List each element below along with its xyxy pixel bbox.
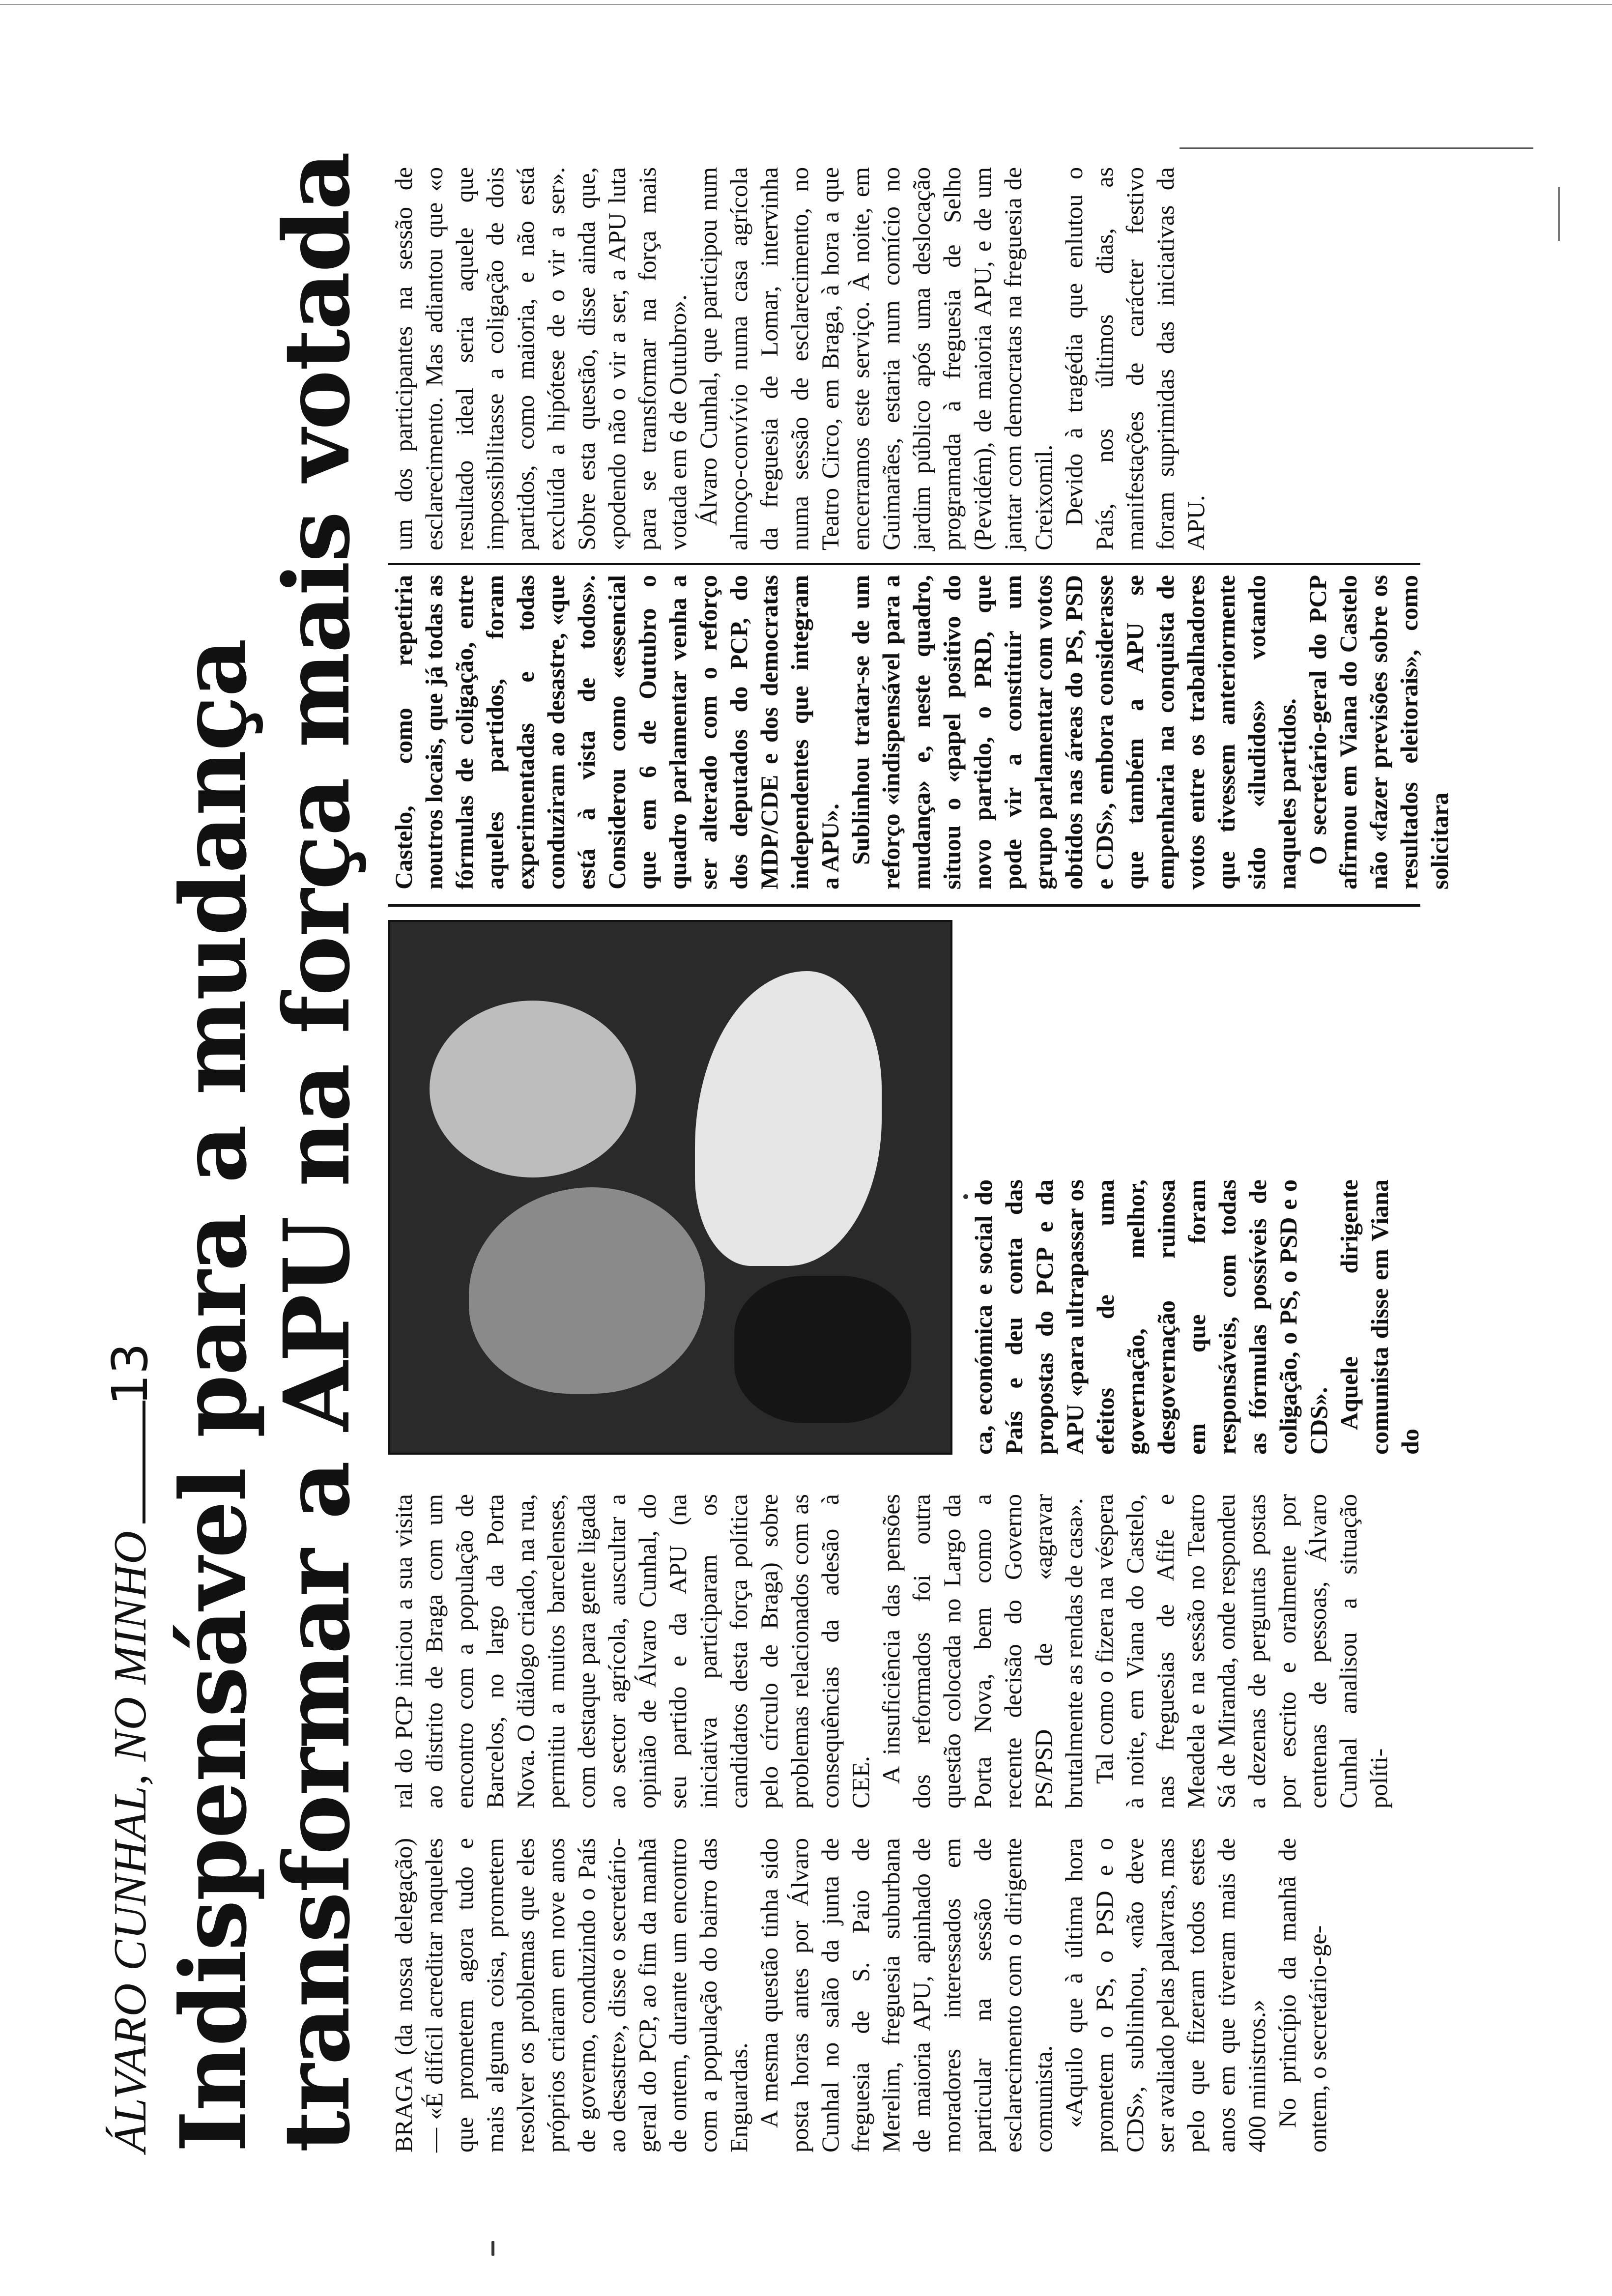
paragraph: Devido à tragédia que enlutou o País, nos últimos dias, as manifestações de carácter festivo foram suprimidas das iniciativas da APU. <box>1060 167 1209 550</box>
paragraph: No princípio da manhã de ontem, o secretário-ge- <box>1273 1838 1331 2152</box>
article-column-1 <box>388 1838 1420 2152</box>
column-rule <box>388 904 1420 907</box>
paragraph: Álvaro Cunhal, que participou num almoço-convívio numa casa agrícola da freguesia de Lomar, intervinha numa sessão de esclarecimento, no Teatro Circo, em Braga, à hora a que encerramos este serviço. À noite, em Guimarães, estaria num comício no jardim público após uma deslocação programada à freguesia de Selho (Pevidém), de maioria APU, e de um jantar com democratas na freguesia de Creixomil. <box>694 167 1057 550</box>
paragraph: um dos participantes na sessão de esclarecimento. Mas adiantou que «o resultado ideal seria aquele que impossibilitasse a coligação de dois partidos, como maioria, e não está excluída a hipótese de o vir a ser». Sobre esta questão, disse ainda que, «podendo não o vir a ser, a APU luta para se transformar na força mais votada em 6 de Outubro». <box>390 167 691 550</box>
paragraph: Sublinhou tratar-se de um reforço «indispensável para a mudança» e, neste quadro, situou o «papel positivo do novo partido, o PRD, que pode vir a constituir um grupo parlamentar com votos obtidos nas áreas do PS, PSD e CDS», embora considerasse que também a APU se empenharia na conquista de votos entre os trabalhadores que tivessem anteriormente sido «iludidos» votando naqueles partidos. <box>847 575 1301 890</box>
headline-line-1: Indispensável para a mudança <box>161 639 267 2152</box>
paragraph: ca, económica e social do País e deu conta das propostas do PCP e da APU «para ultrapassar os efeitos de uma governação, melhor, desgovernação ruinosa em que foram responsáveis, com todas as fórmulas possíveis de coligação, o PS, o PSD e o CDS». <box>970 1179 1332 1455</box>
column-rule <box>388 563 1420 565</box>
paragraph: Tal como o fizera na véspera à noite, em Viana do Castelo, nas freguesias de Afife e Meadela e na sessão no Teatro Sá de Miranda, onde respondeu a dezenas de perguntas postas por escrito e oralmente por centenas de pessoas, Álvaro Cunhal analisou a situação políti- <box>1091 1494 1392 1808</box>
paragraph: ral do PCP iniciou a sua visita ao distrito de Braga com um encontro com a população de Barcelos, no largo da Porta Nova. O diálogo criado, na rua, permitiu a muitos barcelenses, com destaque para gente ligada ao sector agrícola, auscultar a opinião de Álvaro Cunhal, do seu partido e da APU (na iniciativa participaram os candidatos desta força política pelo círculo de Braga) sobre problemas relacionados com as consequências da adesão à CEE. <box>390 1494 874 1808</box>
paragraph: «Aquilo que à última hora prometem o PS, o PSD e o CDS», sublinhou, «não deve ser avaliado pelas palavras, mas pelo que fizeram todos estes anos em que tiveram mais de 400 ministros.» <box>1060 1837 1270 2152</box>
paragraph: O secretário-geral do PCP afirmou em Viana do Castelo não «fazer previsões sobre os resultados eleitorais», como solicitara <box>1304 575 1453 890</box>
photo-shadow <box>734 1276 911 1423</box>
headline-line-2: transformar a APU na força mais votada <box>264 152 370 2152</box>
news-photo <box>388 920 952 1455</box>
paragraph: Castelo, como repetiria noutros locais, que já todas as fórmulas de coligação, entre aqueles partidos, foram experimentadas e todas conduziram ao desastre, «que está à vista de todos». Considerou como «essencial que em 6 de Outubro o quadro parlamentar venha a ser alterado com o reforço dos deputados do PCP, do MDP/CDE e dos democratas independentes que integram a APU». <box>390 575 844 890</box>
article-column-4 <box>388 575 1453 890</box>
scan-dot <box>491 2241 494 2256</box>
article-column-2 <box>388 1494 1420 1808</box>
scan-edge-line <box>0 4 1612 5</box>
paragraph: A mesma questão tinha sido posta horas antes por Álvaro Cunhal no salão da junta de freguesia de S. Paio de Merelim, freguesia suburbana de maioria APU, apinhado de moradores interessados em particular na sessão de esclarecimento com o dirigente comunista. <box>755 1838 1057 2152</box>
kicker: ÁLVARO CUNHAL, NO MINHO <box>105 1530 156 2152</box>
newspaper-clipping <box>101 133 1453 2172</box>
paragraph: BRAGA (da nossa delegação) — «É difícil acreditar naqueles que prometem agora tudo e mais alguma coisa, prometem resolver os problemas que eles próprios criaram em nove anos de governo, conduzindo o País ao desastre», disse o secretário-geral do PCP, ao fim da manhã de ontem, durante um encontro com a população do bairro das Enguardas. <box>390 1838 752 2152</box>
scan-vertical-mark <box>1558 187 1560 241</box>
photo-highlight <box>469 1187 705 1394</box>
photo-highlight <box>695 971 882 1266</box>
article-column-3 <box>968 1179 1424 1455</box>
article-column-5 <box>388 167 1420 550</box>
paragraph: Aquele dirigente comunista disse em Viana do <box>1335 1179 1424 1455</box>
photo-highlight <box>430 1001 636 1177</box>
handwritten-underline <box>143 1401 145 1523</box>
paragraph: A insuficiência das pensões dos reformados foi outra questão colocada no Largo da Porta Nova, bem como a recente decisão do Governo PS/PSD de «agravar brutalmente as rendas de casa». <box>877 1494 1088 1808</box>
handwritten-annotation: 13 <box>101 1343 159 1406</box>
